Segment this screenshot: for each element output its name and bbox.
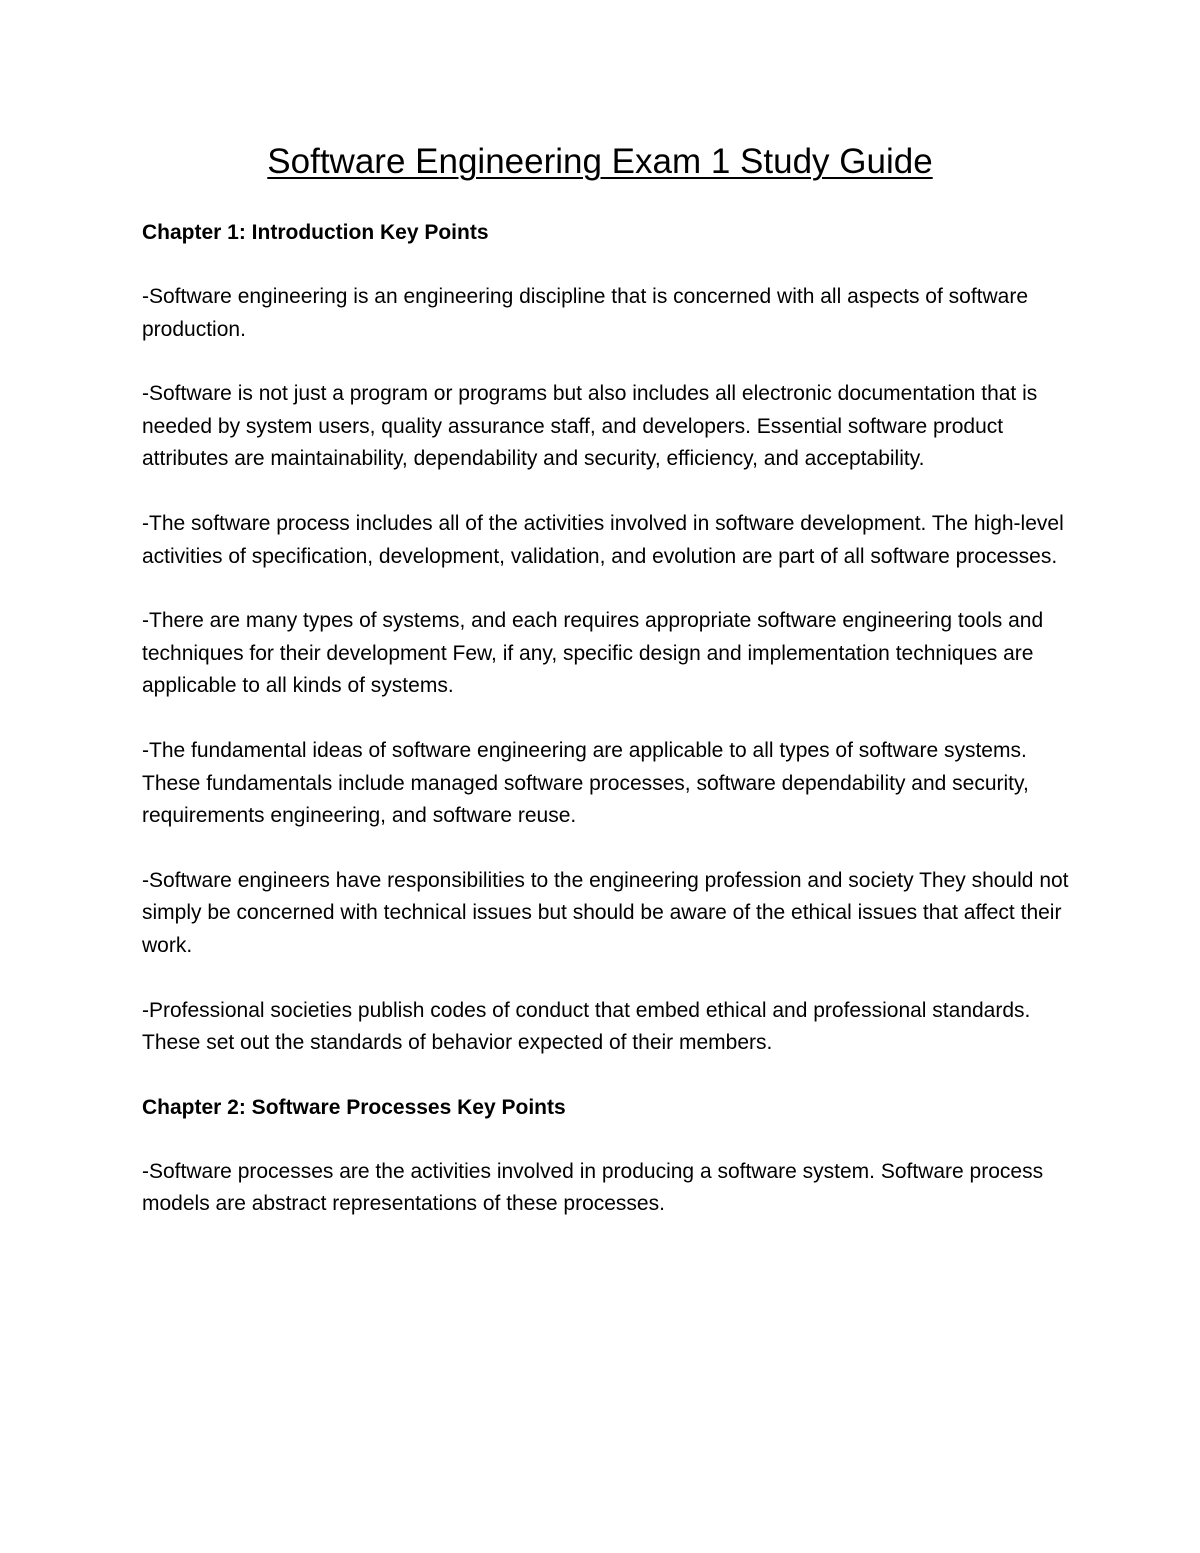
- chapter-1-paragraph-3: -The software process includes all of the activities involved in software development. The high-level activities of specification, development, validation, and evolution are part of all software processes.: [142, 511, 1064, 568]
- chapter-1-paragraph-4: -There are many types of systems, and each requires appropriate software engineering tools and techniques for their development Few, if any, specific design and implementation techniques are applicable to all kinds of systems.: [142, 609, 1044, 698]
- chapter-1-paragraph-2: -Software is not just a program or programs but also includes all electronic documentation that is needed by system users, quality assurance staff, and developers. Essential software product attributes are maintainability, dependability and security, efficiency, and acceptability.: [142, 382, 1038, 471]
- chapter-2-paragraph-1: -Software processes are the activities involved in producing a software system. Software process models are abstract representations of these processes.: [142, 1159, 1044, 1216]
- document-body: [142, 217, 1072, 1253]
- chapter-1-paragraph-1: -Software engineering is an engineering discipline that is concerned with all aspects of software production.: [142, 285, 1028, 341]
- chapter-2-heading: Chapter 2: Software Processes Key Points: [142, 1095, 566, 1119]
- chapter-1-paragraph-6: -Software engineers have responsibilities to the engineering profession and society They should not simply be concerned with technical issues but should be aware of the ethical issues that affect their work.: [142, 868, 1069, 957]
- chapter-1-paragraph-7: -Professional societies publish codes of conduct that embed ethical and professional standards. These set out the standards of behavior expected of their members.: [142, 998, 1031, 1055]
- page-title: Software Engineering Exam 1 Study Guide: [267, 142, 933, 181]
- chapter-1-paragraph-5: -The fundamental ideas of software engineering are applicable to all types of software systems. These fundamentals include managed software processes, software dependability and security, requirements engineering, and software reuse.: [142, 738, 1029, 828]
- chapter-1-heading: Chapter 1: Introduction Key Points: [142, 221, 489, 244]
